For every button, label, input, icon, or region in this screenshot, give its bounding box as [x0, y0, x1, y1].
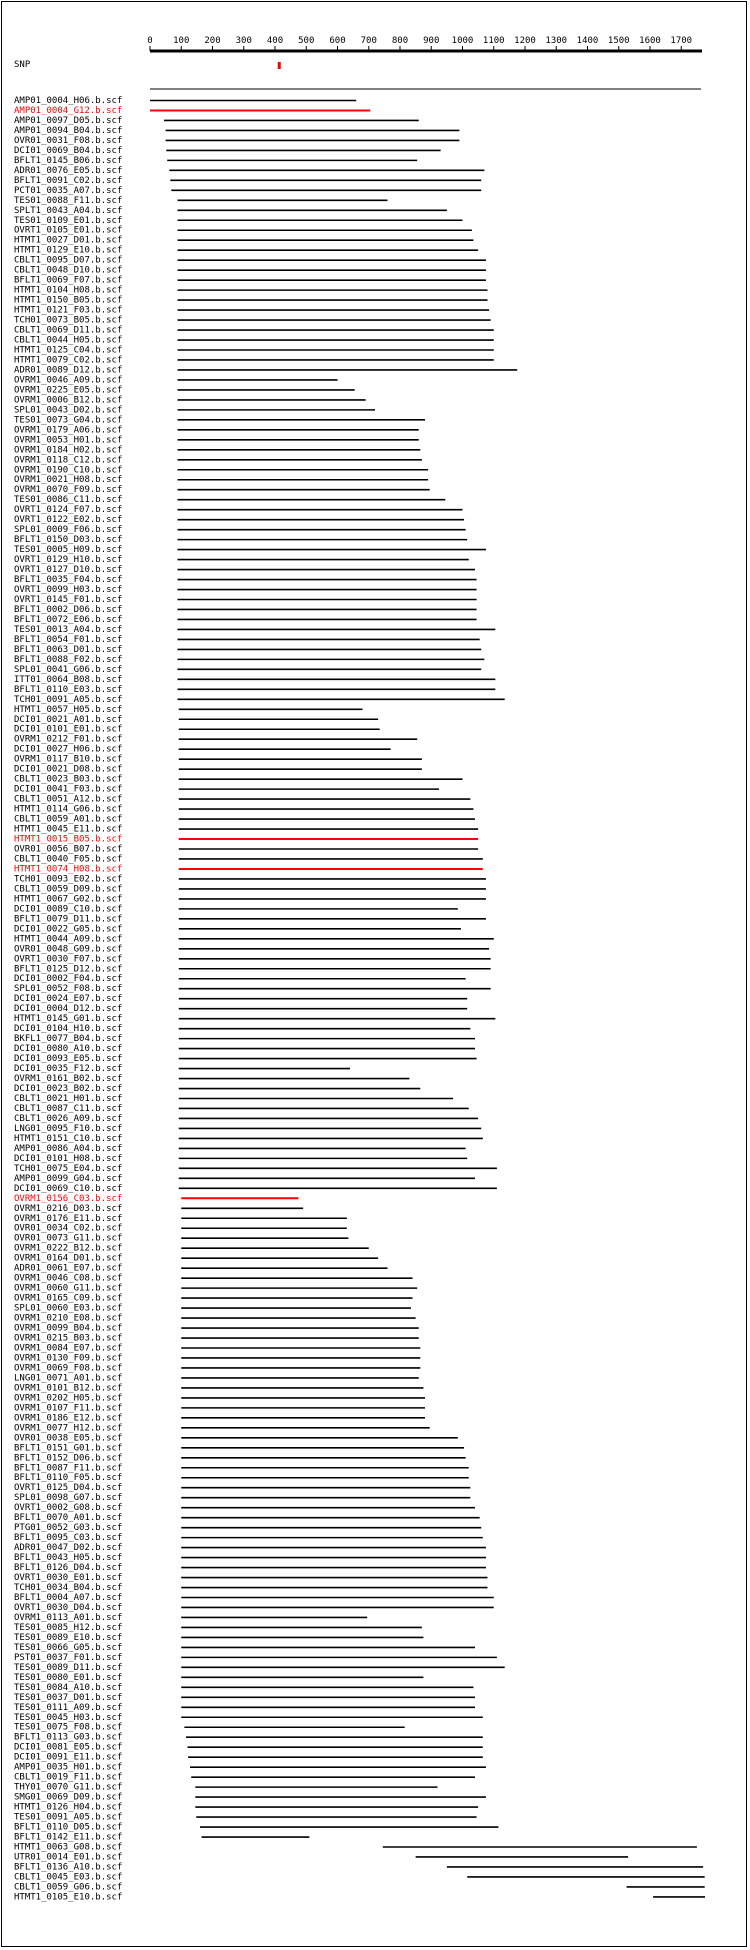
read-label[interactable]: BFLT1_0110_E03.b.scf: [14, 684, 123, 695]
read-label[interactable]: HTMT1_0067_G02.b.scf: [14, 894, 123, 905]
axis-tick-label: 900: [423, 36, 440, 46]
read-label[interactable]: OVRM1_0060_G11.b.scf: [14, 1283, 123, 1294]
read-label[interactable]: OVRM1_0161_B02.b.scf: [14, 1074, 123, 1085]
read-label[interactable]: ITT01_0064_B08.b.scf: [14, 674, 123, 685]
read-label[interactable]: HTMT1_0044_A09.b.scf: [14, 934, 123, 945]
read-label[interactable]: TES01_0089_E10.b.scf: [14, 1632, 123, 1643]
read-label[interactable]: OVRM1_0222_B12.b.scf: [14, 1243, 123, 1254]
read-label[interactable]: DCI01_0021_D08.b.scf: [14, 764, 123, 775]
axis-tick-label: 600: [329, 36, 346, 46]
read-label[interactable]: OVRM1_0176_E11.b.scf: [14, 1213, 123, 1224]
read-label[interactable]: OVRT1_0145_F01.b.scf: [14, 595, 123, 605]
read-label[interactable]: SPL01_0041_G06.b.scf: [14, 664, 123, 675]
read-label[interactable]: TES01_0073_G04.b.scf: [14, 415, 123, 426]
read-label[interactable]: CBLT1_0095_D07.b.scf: [14, 255, 123, 266]
read-label[interactable]: TCH01_0075_E04.b.scf: [14, 1163, 123, 1174]
read-label[interactable]: DCI01_0101_H08.b.scf: [14, 1153, 123, 1164]
read-label[interactable]: ADR01_0089_D12.b.scf: [14, 365, 123, 376]
read-label[interactable]: DCI01_0021_A01.b.scf: [14, 714, 123, 725]
axis-tick-label: 100: [173, 36, 190, 46]
read-label[interactable]: CBLT1_0048_D10.b.scf: [14, 265, 123, 276]
read-label[interactable]: OVRT1_0127_D10.b.scf: [14, 565, 123, 576]
read-label[interactable]: TES01_0086_C11.b.scf: [14, 495, 123, 506]
read-label[interactable]: TES01_0045_H03.b.scf: [14, 1712, 123, 1723]
read-label[interactable]: OVR01_0034_C02.b.scf: [14, 1223, 123, 1234]
read-label[interactable]: TCH01_0073_B05.b.scf: [14, 315, 123, 326]
read-label[interactable]: BFLT1_0152_D06.b.scf: [14, 1453, 123, 1464]
read-label[interactable]: OVR01_0031_F08.b.scf: [14, 135, 123, 146]
read-label[interactable]: AMP01_0035_H01.b.scf: [14, 1762, 123, 1773]
read-label[interactable]: DCI01_0041_F03.b.scf: [14, 784, 123, 795]
read-label[interactable]: OVRM1_0216_D03.b.scf: [14, 1203, 123, 1214]
read-label[interactable]: OVR01_0056_B07.b.scf: [14, 844, 123, 855]
read-label[interactable]: TES01_0084_A10.b.scf: [14, 1682, 123, 1693]
read-label[interactable]: BFLT1_0079_D11.b.scf: [14, 914, 123, 925]
read-label[interactable]: OVRM1_0084_E07.b.scf: [14, 1343, 123, 1354]
read-label[interactable]: BFLT1_0150_D03.b.scf: [14, 535, 123, 546]
read-label[interactable]: OVRM1_0186_E12.b.scf: [14, 1413, 123, 1424]
snp-label: SNP: [14, 60, 31, 70]
axis-tick-label: 1100: [482, 36, 505, 46]
read-label[interactable]: HTMT1_0151_C10.b.scf: [14, 1133, 123, 1144]
read-label[interactable]: HTMT1_0104_H08.b.scf: [14, 285, 123, 296]
read-label[interactable]: DCI01_0069_C10.b.scf: [14, 1183, 123, 1194]
read-label[interactable]: TES01_0066_G05.b.scf: [14, 1642, 123, 1653]
read-label[interactable]: CBLT1_0069_D11.b.scf: [14, 325, 123, 336]
read-label[interactable]: HTMT1_0027_D01.b.scf: [14, 235, 123, 246]
read-label[interactable]: BFLT1_0043_H05.b.scf: [14, 1553, 123, 1564]
read-label[interactable]: DCI01_0093_E05.b.scf: [14, 1054, 123, 1065]
read-label[interactable]: OVRM1_0156_C03.b.scf: [14, 1193, 123, 1204]
read-label[interactable]: ADR01_0076_E05.b.scf: [14, 165, 123, 176]
read-label[interactable]: OVRT1_0122_E02.b.scf: [14, 515, 123, 526]
read-label[interactable]: OVRT1_0030_F07.b.scf: [14, 954, 123, 965]
read-label[interactable]: CBLT1_0026_A09.b.scf: [14, 1113, 123, 1124]
read-label[interactable]: UTR01_0014_E01.b.scf: [14, 1852, 123, 1863]
read-label[interactable]: BFLT1_0004_A07.b.scf: [14, 1593, 123, 1603]
read-label[interactable]: OVRM1_0215_B03.b.scf: [14, 1333, 123, 1344]
read-label[interactable]: LNG01_0095_F10.b.scf: [14, 1123, 123, 1134]
read-label[interactable]: OVRM1_0117_B10.b.scf: [14, 754, 123, 765]
read-label[interactable]: BFLT1_0088_F02.b.scf: [14, 654, 123, 665]
read-label[interactable]: PTG01_0052_G03.b.scf: [14, 1523, 123, 1534]
read-label[interactable]: CBLT1_0059_D09.b.scf: [14, 884, 123, 895]
read-label[interactable]: TES01_0091_A05.b.scf: [14, 1812, 123, 1823]
read-label[interactable]: CBLT1_0021_H01.b.scf: [14, 1094, 123, 1104]
read-label[interactable]: HTMT1_0045_E11.b.scf: [14, 824, 123, 835]
read-label[interactable]: CBLT1_0059_G06.b.scf: [14, 1882, 123, 1893]
read-label[interactable]: HTMT1_0125_C04.b.scf: [14, 345, 123, 356]
snp-marker: [278, 62, 281, 69]
read-label[interactable]: TES01_0085_H12.b.scf: [14, 1622, 123, 1633]
read-label[interactable]: DCI01_0104_H10.b.scf: [14, 1024, 123, 1035]
read-label[interactable]: OVRM1_0113_A01.b.scf: [14, 1612, 123, 1623]
read-label[interactable]: SPL01_0009_F06.b.scf: [14, 525, 123, 536]
read-label[interactable]: TES01_0088_F11.b.scf: [14, 195, 123, 206]
read-label[interactable]: HTMT1_0121_F03.b.scf: [14, 305, 123, 316]
read-label[interactable]: OVRT1_0129_H10.b.scf: [14, 555, 123, 566]
read-label[interactable]: TES01_0075_F08.b.scf: [14, 1722, 123, 1733]
read-label[interactable]: TES01_0089_D11.b.scf: [14, 1662, 123, 1673]
read-label[interactable]: OVRM1_0225_E05.b.scf: [14, 385, 123, 396]
read-label[interactable]: BFLT1_0110_F05.b.scf: [14, 1473, 123, 1484]
read-label[interactable]: BFLT1_0125_D12.b.scf: [14, 964, 123, 975]
read-label[interactable]: DCI01_0022_G05.b.scf: [14, 924, 123, 935]
read-label[interactable]: HTMT1_0126_H04.b.scf: [14, 1802, 123, 1813]
read-label[interactable]: TES01_0111_A09.b.scf: [14, 1702, 123, 1713]
read-label[interactable]: CBLT1_0045_E03.b.scf: [14, 1872, 123, 1883]
read-label[interactable]: OVRM1_0101_B12.b.scf: [14, 1383, 123, 1394]
read-label[interactable]: OVRT1_0124_F07.b.scf: [14, 505, 123, 516]
read-label[interactable]: OVR01_0048_G09.b.scf: [14, 944, 123, 955]
read-label[interactable]: OVRM1_0077_H12.b.scf: [14, 1423, 123, 1434]
read-label[interactable]: OVRM1_0053_H01.b.scf: [14, 435, 123, 446]
read-label[interactable]: PST01_0037_F01.b.scf: [14, 1652, 123, 1663]
axis-tick-label: 1600: [639, 36, 661, 46]
read-label[interactable]: CBLT1_0059_A01.b.scf: [14, 814, 123, 825]
read-label[interactable]: OVRM1_0179_A06.b.scf: [14, 425, 123, 436]
axis-tick-label: 700: [360, 36, 377, 46]
read-label[interactable]: BFLT1_0070_A01.b.scf: [14, 1513, 123, 1524]
read-label[interactable]: DCI01_0081_E05.b.scf: [14, 1742, 123, 1753]
read-label[interactable]: OVRM1_0164_D01.b.scf: [14, 1253, 123, 1264]
read-label[interactable]: OVRM1_0130_F09.b.scf: [14, 1353, 123, 1364]
read-label[interactable]: DCI01_0080_A10.b.scf: [14, 1044, 123, 1055]
read-label[interactable]: DCI01_0027_H06.b.scf: [14, 744, 123, 755]
axis-tick-label: 1700: [670, 36, 693, 46]
read-label[interactable]: SPLT1_0043_A04.b.scf: [14, 205, 123, 216]
axis-tick-label: 800: [391, 36, 409, 46]
read-label[interactable]: TES01_0080_E01.b.scf: [14, 1672, 123, 1683]
read-label[interactable]: OVRT1_0030_E01.b.scf: [14, 1573, 123, 1584]
read-label[interactable]: TES01_0037_D01.b.scf: [14, 1692, 123, 1703]
read-label[interactable]: SMG01_0069_D09.b.scf: [14, 1792, 123, 1803]
read-label[interactable]: BFLT1_0087_F11.b.scf: [14, 1463, 123, 1474]
read-label[interactable]: DCI01_0002_F04.b.scf: [14, 974, 123, 985]
read-label[interactable]: DCI01_0091_E11.b.scf: [14, 1752, 123, 1763]
read-label[interactable]: DCI01_0101_E01.b.scf: [14, 724, 123, 735]
read-label[interactable]: BFLT1_0110_D05.b.scf: [14, 1822, 123, 1833]
read-label[interactable]: AMP01_0094_B04.b.scf: [14, 125, 123, 136]
read-label[interactable]: BFLT1_0072_E06.b.scf: [14, 614, 123, 625]
read-label[interactable]: OVRM1_0069_F08.b.scf: [14, 1363, 123, 1374]
read-label[interactable]: OVRM1_0184_H02.b.scf: [14, 445, 123, 456]
read-label[interactable]: OVRT1_0099_H03.b.scf: [14, 585, 123, 596]
read-label[interactable]: DCI01_0004_D12.b.scf: [14, 1004, 123, 1015]
axis-tick-label: 200: [204, 36, 221, 46]
read-label[interactable]: BFLT1_0095_C03.b.scf: [14, 1533, 123, 1544]
read-label[interactable]: BKFL1_0077_B04.b.scf: [14, 1034, 123, 1045]
read-label[interactable]: SPL01_0043_D02.b.scf: [14, 405, 123, 416]
read-label[interactable]: DCI01_0023_B02.b.scf: [14, 1084, 123, 1095]
read-label[interactable]: OVR01_0073_G11.b.scf: [14, 1233, 123, 1244]
read-label[interactable]: HTMT1_0015_B05.b.scf: [14, 834, 123, 845]
read-label[interactable]: SPL01_0098_G07.b.scf: [14, 1493, 123, 1504]
read-label[interactable]: OVRM1_0118_C12.b.scf: [14, 455, 123, 466]
read-label[interactable]: OVRT1_0002_G08.b.scf: [14, 1503, 123, 1514]
read-label[interactable]: AMP01_0099_G04.b.scf: [14, 1173, 123, 1184]
read-label[interactable]: CBLT1_0051_A12.b.scf: [14, 794, 123, 805]
read-label[interactable]: PCT01_0035_A07.b.scf: [14, 185, 123, 196]
read-label[interactable]: TCH01_0034_B04.b.scf: [14, 1583, 123, 1594]
read-label[interactable]: AMP01_0004_H06.b.scf: [14, 96, 123, 106]
read-label[interactable]: ADR01_0047_D02.b.scf: [14, 1543, 123, 1554]
read-label[interactable]: OVRM1_0210_E08.b.scf: [14, 1313, 123, 1324]
read-label[interactable]: HTMT1_0057_H05.b.scf: [14, 704, 123, 715]
axis-tick-label: 1500: [607, 36, 630, 46]
read-label[interactable]: OVRM1_0202_H05.b.scf: [14, 1393, 123, 1404]
read-label[interactable]: LNG01_0071_A01.b.scf: [14, 1373, 123, 1384]
read-label[interactable]: BFLT1_0069_F07.b.scf: [14, 275, 123, 286]
read-label[interactable]: OVRT1_0105_E01.b.scf: [14, 225, 123, 236]
read-label[interactable]: BFLT1_0145_B06.b.scf: [14, 155, 123, 166]
read-label[interactable]: CBLT1_0023_B03.b.scf: [14, 774, 123, 785]
read-label[interactable]: HTMT1_0079_C02.b.scf: [14, 355, 123, 366]
read-label[interactable]: OVRM1_0070_F09.b.scf: [14, 485, 123, 496]
read-label[interactable]: OVRM1_0046_A09.b.scf: [14, 375, 123, 386]
read-label[interactable]: BFLT1_0126_D04.b.scf: [14, 1563, 123, 1574]
read-label[interactable]: HTMT1_0150_B05.b.scf: [14, 295, 123, 306]
axis-tick-label: 1300: [545, 36, 568, 46]
read-label[interactable]: OVRM1_0046_C08.b.scf: [14, 1273, 123, 1284]
read-label[interactable]: OVRM1_0212_F01.b.scf: [14, 734, 123, 745]
read-label[interactable]: TCH01_0091_A05.b.scf: [14, 694, 123, 705]
read-label[interactable]: OVRM1_0190_C10.b.scf: [14, 465, 123, 476]
read-label[interactable]: BFLT1_0091_C02.b.scf: [14, 175, 123, 186]
axis-tick-label: 500: [298, 36, 315, 46]
read-label[interactable]: BFLT1_0063_D01.b.scf: [14, 644, 123, 655]
axis-tick-label: 1200: [514, 36, 536, 46]
read-label[interactable]: HTMT1_0145_G01.b.scf: [14, 1014, 123, 1025]
read-label[interactable]: ADR01_0061_E07.b.scf: [14, 1263, 123, 1274]
read-label[interactable]: BFLT1_0054_F01.b.scf: [14, 634, 123, 645]
read-label[interactable]: CBLT1_0019_F11.b.scf: [14, 1772, 123, 1783]
axis-tick-label: 1000: [451, 36, 474, 46]
axis-tick-label: 0: [147, 36, 153, 46]
read-label[interactable]: AMP01_0097_D05.b.scf: [14, 115, 123, 126]
read-label[interactable]: DCI01_0069_B04.b.scf: [14, 145, 123, 156]
read-label[interactable]: HTMT1_0129_E10.b.scf: [14, 245, 123, 256]
read-label[interactable]: OVRM1_0099_B04.b.scf: [14, 1323, 123, 1334]
read-label[interactable]: CBLT1_0040_F05.b.scf: [14, 854, 123, 865]
read-label[interactable]: BFLT1_0035_F04.b.scf: [14, 575, 123, 586]
read-label[interactable]: THY01_0070_G11.b.scf: [14, 1782, 123, 1793]
read-label[interactable]: OVRM1_0107_F11.b.scf: [14, 1403, 123, 1414]
axis-tick-label: 400: [266, 36, 284, 46]
axis-tick-label: 1400: [576, 36, 599, 46]
read-label[interactable]: HTMT1_0063_G08.b.scf: [14, 1842, 123, 1853]
read-label[interactable]: BFLT1_0142_E11.b.scf: [14, 1832, 123, 1843]
read-label[interactable]: DCI01_0024_E07.b.scf: [14, 994, 123, 1005]
read-label[interactable]: HTMT1_0074_H08.b.scf: [14, 864, 123, 875]
read-label[interactable]: OVR01_0038_E05.b.scf: [14, 1433, 123, 1444]
read-label[interactable]: DCI01_0035_F12.b.scf: [14, 1064, 123, 1075]
read-label[interactable]: BFLT1_0113_G03.b.scf: [14, 1732, 123, 1743]
read-label[interactable]: TES01_0013_A04.b.scf: [14, 624, 123, 635]
read-label[interactable]: TES01_0109_E01.b.scf: [14, 215, 123, 226]
read-label[interactable]: SPL01_0052_F08.b.scf: [14, 984, 123, 995]
read-label[interactable]: CBLT1_0087_C11.b.scf: [14, 1103, 123, 1114]
read-label[interactable]: OVRT1_0030_D04.b.scf: [14, 1602, 123, 1613]
read-label[interactable]: TES01_0005_H09.b.scf: [14, 545, 123, 556]
read-label[interactable]: AMP01_0004_G12.b.scf: [14, 105, 123, 116]
read-label[interactable]: AMP01_0086_A04.b.scf: [14, 1143, 123, 1154]
read-label[interactable]: TCH01_0093_E02.b.scf: [14, 874, 123, 885]
read-label[interactable]: OVRT1_0125_D04.b.scf: [14, 1483, 123, 1494]
read-label[interactable]: HTMT1_0105_E10.b.scf: [14, 1892, 123, 1903]
read-label[interactable]: HTMT1_0114_G06.b.scf: [14, 804, 123, 815]
read-label[interactable]: BFLT1_0002_D06.b.scf: [14, 604, 123, 615]
read-label[interactable]: BFLT1_0151_G01.b.scf: [14, 1443, 123, 1454]
read-label[interactable]: CBLT1_0044_H05.b.scf: [14, 335, 123, 346]
read-label[interactable]: OVRM1_0021_H08.b.scf: [14, 475, 123, 486]
read-label[interactable]: OVRM1_0006_B12.b.scf: [14, 395, 123, 406]
read-label[interactable]: DCI01_0089_C10.b.scf: [14, 904, 123, 915]
read-label[interactable]: OVRM1_0165_C09.b.scf: [14, 1293, 123, 1304]
read-label[interactable]: SPL01_0060_E03.b.scf: [14, 1303, 123, 1314]
axis-tick-label: 300: [235, 36, 252, 46]
read-label[interactable]: BFLT1_0136_A10.b.scf: [14, 1862, 123, 1873]
